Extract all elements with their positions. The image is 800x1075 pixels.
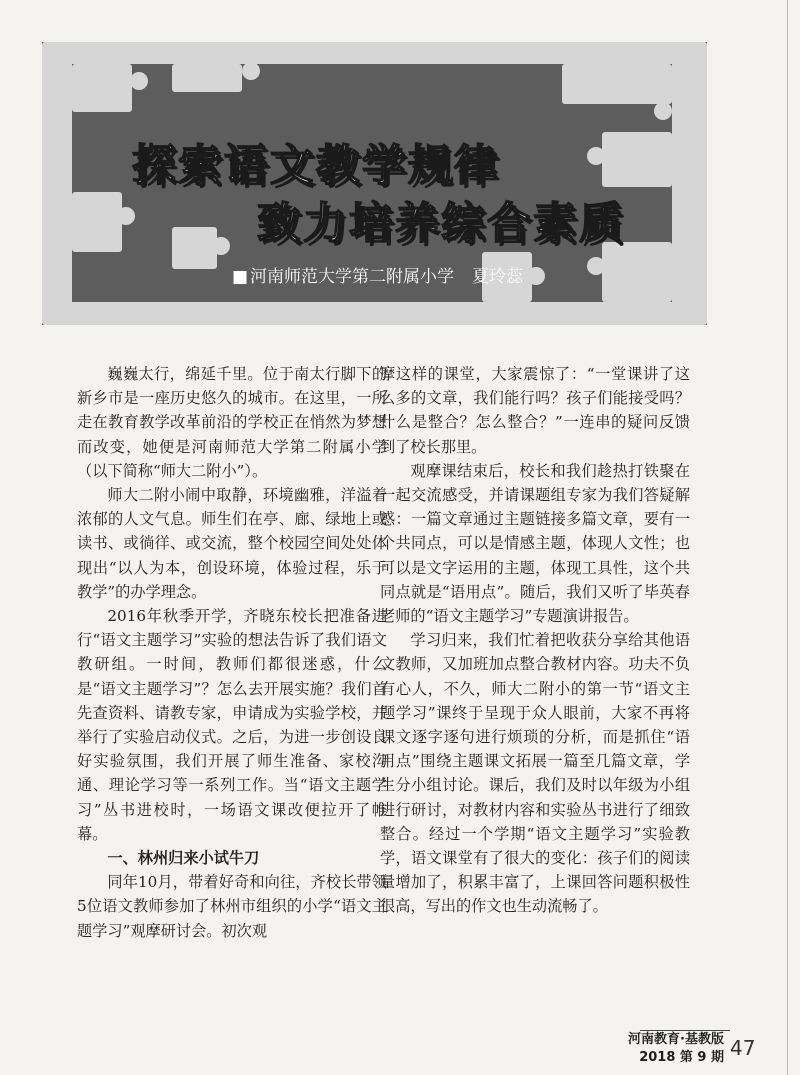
puzzle-knob bbox=[654, 102, 672, 120]
page-number: 47 bbox=[730, 1036, 756, 1060]
paragraph: 巍巍太行，绵延千里。位于南太行脚下的新乡市是一座历史悠久的城市。在这里，一所走在教育教学改革前沿的学校正在悄然为梦想而改变，她便是河南师范大学第二附属小学（以下简称“师大二附小”）。 bbox=[77, 365, 387, 480]
page-edge-line bbox=[787, 0, 788, 1075]
byline-school: 河南师范大学第二附属小学 bbox=[250, 267, 455, 287]
paragraph: 观摩课结束后，校长和我们趁热打铁聚在一起交流感受，并请课题组专家为我们答疑解惑：一篇文章通过主题链接多篇文章，要有一个共同点，可以是情感主题，体现人文性；也可以是文字运用的主题，体现工具性，这个共同点就是“语用点”。随后，我们又听了毕英春老师的“语文主题学习”专题演讲报告。 bbox=[380, 461, 690, 626]
puzzle-piece bbox=[72, 192, 122, 252]
puzzle-piece bbox=[602, 132, 672, 187]
puzzle-piece bbox=[172, 64, 242, 92]
paragraph: 同年10月，带着好奇和向往，齐校长带领5位语文教师参加了林州市组织的小学“语文主题学习”观摩研讨会。初次观 bbox=[77, 873, 387, 940]
puzzle-knob bbox=[242, 62, 260, 80]
body-column-left bbox=[77, 362, 387, 943]
puzzle-knob bbox=[587, 257, 605, 275]
puzzle-piece bbox=[42, 302, 707, 325]
puzzle-piece bbox=[172, 227, 217, 269]
puzzle-piece bbox=[672, 42, 707, 325]
puzzle-knob bbox=[130, 72, 148, 90]
byline bbox=[232, 262, 523, 287]
footer-journal-info bbox=[628, 1031, 724, 1067]
puzzle-piece bbox=[72, 64, 132, 112]
puzzle-knob bbox=[587, 147, 605, 165]
puzzle-knob bbox=[212, 237, 230, 255]
paragraph: 学习归来，我们忙着把收获分享给其他语文教师，又加班加点整合教材内容。功夫不负有心人，不久，师大二附小的第一节“语文主题学习”课终于呈现于众人眼前，大家不再将课文逐字逐句进行烦琐的分析，而是抓住“语用点”围绕主题课文拓展一篇至几篇文章，学生分小组讨论。课后，我们及时以年级为小组进行研讨，对教材内容和实验丛书进行了细致整合。经过一个学期“语文主题学习”实验教学，语文课堂有了很大的变化：孩子们的阅读量增加了，积累丰富了，上课回答问题积极性很高，写出的作文也生动流畅了。 bbox=[380, 631, 690, 916]
title-banner bbox=[42, 42, 707, 325]
puzzle-knob bbox=[117, 207, 135, 225]
article-title-line1: 探索语文教学规律 bbox=[132, 141, 500, 191]
article-title-line2: 致力培养综合素质 bbox=[257, 199, 625, 249]
section-heading: 一、林州归来小试牛刀 bbox=[107, 849, 260, 868]
journal-issue: 2018 第 9 期 bbox=[639, 1050, 724, 1065]
puzzle-piece bbox=[42, 42, 707, 64]
journal-name: 河南教育·基教版 bbox=[628, 1032, 724, 1047]
puzzle-piece bbox=[602, 242, 672, 302]
paragraph: 2016年秋季开学，齐晓东校长把准备进行“语文主题学习”实验的想法告诉了我们语文教研组。一时间，教师们都很迷惑，什么是“语文主题学习”？怎么去开展实施？我们首先查资料、请教专家，申请成为实验学校，并举行了实验启动仪式。之后，为进一步创设良好实验氛围，我们开展了师生准备、家校沟通、理论学习等一系列工作。当“语文主题学习”丛书进校时，一场语文课改便拉开了帷幕。 bbox=[77, 607, 387, 843]
byline-marker-icon: ■ bbox=[232, 267, 249, 287]
puzzle-piece bbox=[562, 64, 672, 104]
puzzle-piece bbox=[42, 42, 72, 325]
paragraph-continued: 摩这样的课堂，大家震惊了：“一堂课讲了这么多的文章，我们能行吗？孩子们能接受吗？什么是整合？怎么整合？”一连串的疑问反馈到了校长那里。 bbox=[380, 365, 690, 456]
byline-author: 夏玲蕊 bbox=[472, 267, 524, 287]
puzzle-knob bbox=[527, 267, 545, 285]
body-column-right bbox=[380, 362, 690, 919]
paragraph: 师大二附小闹中取静，环境幽雅，洋溢着浓郁的人文气息。师生们在亭、廊、绿地上或读书、或徜徉、或交流，整个校园空间处处体现出“以人为本，创设环境，体验过程，乐于教学”的办学理念。 bbox=[77, 486, 387, 601]
